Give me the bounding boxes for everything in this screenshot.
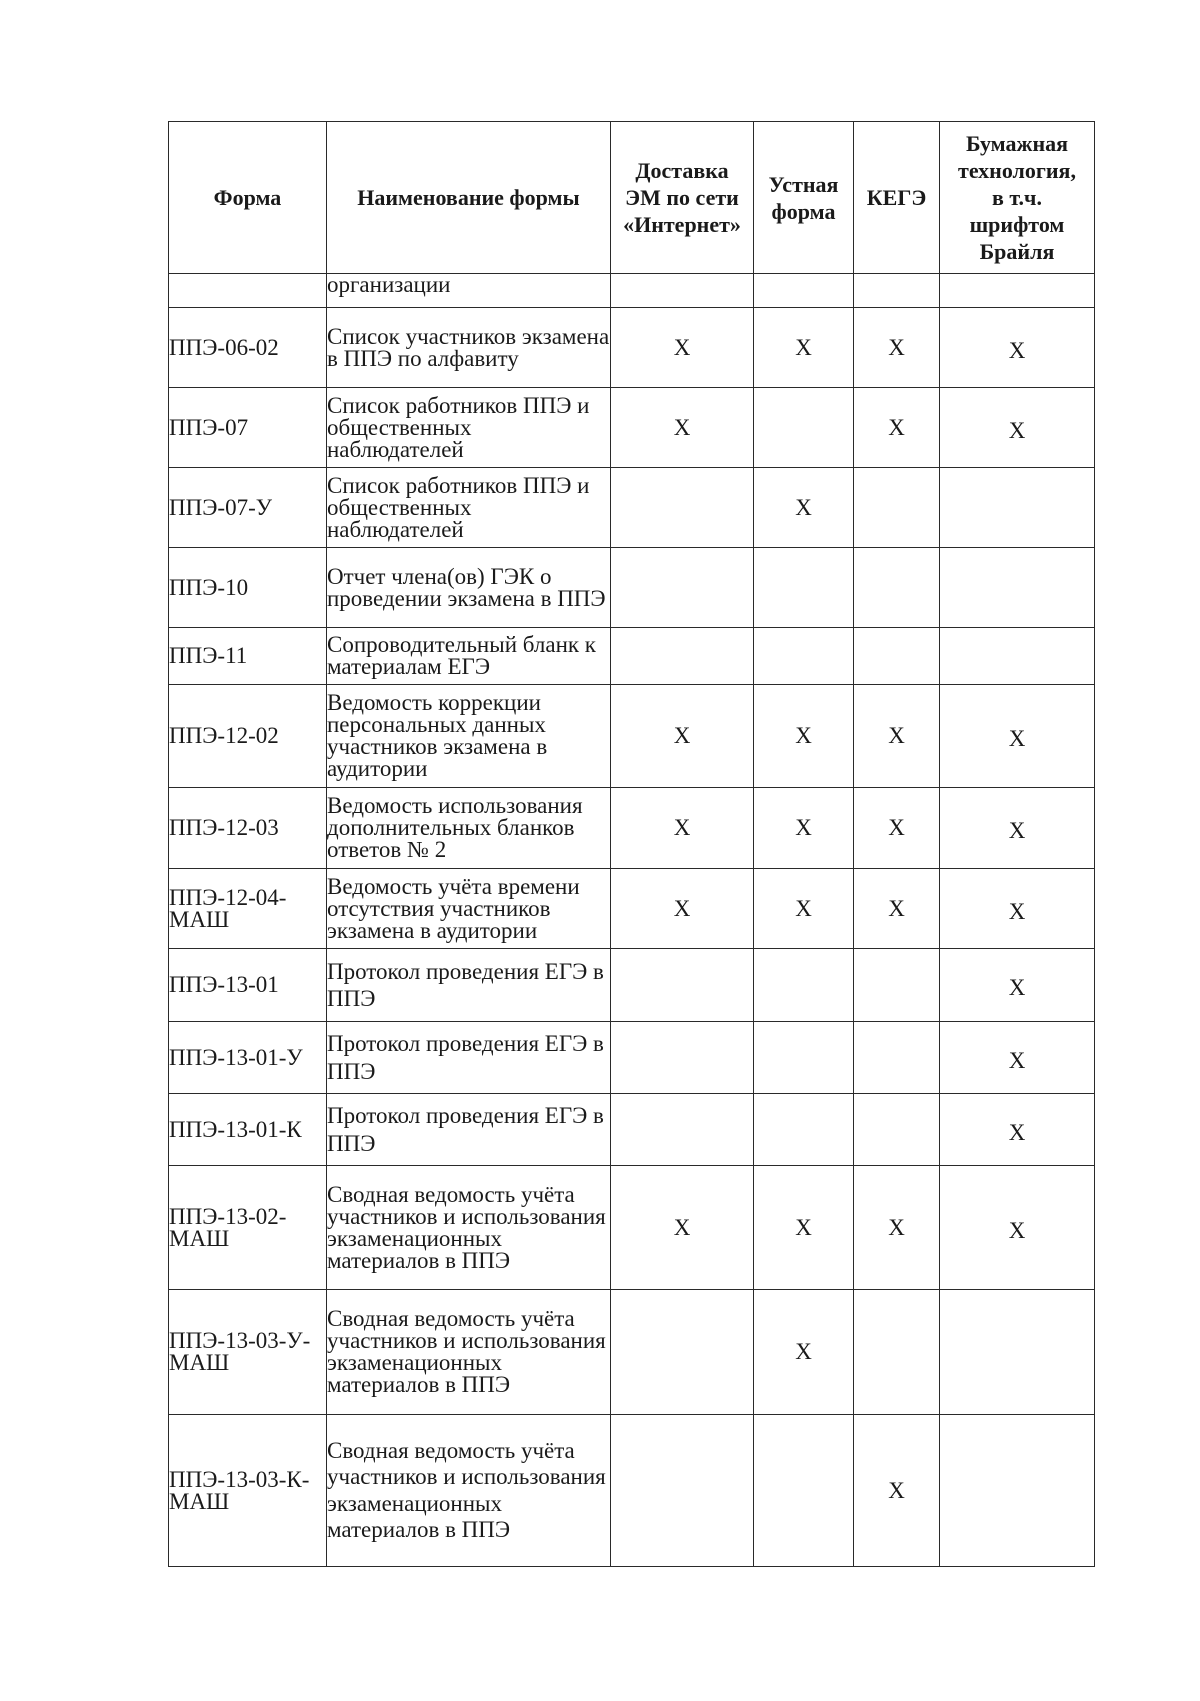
mark-cell-kege [854,274,940,308]
form-code-cell: ППЭ-10 [169,548,327,628]
header-oral-form-line: Устная [768,171,839,197]
mark-x: X [795,815,812,840]
table-row [169,1290,1095,1415]
mark-x: X [1008,726,1026,751]
form-code-cell: ППЭ-13-02-МАШ [169,1166,327,1290]
forms-table [168,121,1095,1567]
mark-x: X [888,1214,905,1240]
mark-x: X [673,414,691,440]
form-name-cell: Отчет члена(ов) ГЭК о проведении экзамена в ППЭ [327,548,611,628]
table-row [169,1166,1095,1290]
mark-cell-internet-delivery [611,548,754,628]
mark-cell-oral-form [754,1094,854,1166]
form-name-cell: Список работников ППЭ и общественных наблюдателей [327,468,611,548]
mark-cell-internet-delivery [611,628,754,685]
table-row [169,468,1095,548]
mark-cell-internet-delivery [611,1094,754,1166]
mark-x: X [1008,1217,1026,1243]
form-code-cell: ППЭ-13-03-У- МАШ [169,1290,327,1415]
form-name-cell: Протокол проведения ЕГЭ в ППЭ [327,1022,611,1094]
mark-cell-paper-technology [940,468,1095,548]
mark-cell-kege [854,308,940,388]
header-paper-technology-line: Брайля [979,239,1055,264]
mark-x: X [795,1339,812,1364]
mark-x: X [795,1214,812,1240]
mark-cell-kege [854,1415,940,1567]
mark-x: X [888,334,905,360]
mark-cell-internet-delivery [611,869,754,949]
mark-x: X [888,815,905,840]
form-name-cell: Сводная ведомость учёта участников и использования экзаменационных материалов в ППЭ [327,1290,611,1415]
table-row [169,548,1095,628]
header-internet-delivery [611,122,754,274]
form-code-cell: ППЭ-12-02 [169,685,327,788]
form-code-cell: ППЭ-12-04-МАШ [169,869,327,949]
mark-cell-paper-technology [940,548,1095,628]
mark-cell-kege [854,628,940,685]
header-paper-technology-line: Бумажная [965,131,1069,156]
table-row [169,869,1095,949]
mark-x: X [1008,1119,1026,1145]
mark-cell-internet-delivery [611,468,754,548]
header-internet-delivery-line: Доставка [635,158,729,183]
mark-x: X [888,414,905,440]
mark-x: X [888,723,905,748]
mark-cell-oral-form [754,869,854,949]
header-form: Форма [169,122,327,274]
form-code-cell: ППЭ-07 [169,388,327,468]
mark-cell-kege [854,949,940,1022]
table-row [169,628,1095,685]
form-code-cell: ППЭ-11 [169,628,327,685]
mark-cell-oral-form [754,788,854,869]
mark-cell-internet-delivery [611,788,754,869]
table-row [169,274,1095,308]
form-name-cell: Ведомость коррекции персональных данных участников экзамена в аудитории [327,685,611,788]
mark-cell-kege [854,685,940,788]
header-paper-technology-line: в т.ч. [992,185,1042,210]
mark-cell-kege [854,1094,940,1166]
header-internet-delivery-line: ЭМ по сети [625,185,739,210]
mark-x: X [673,1214,691,1240]
mark-cell-oral-form [754,274,854,308]
mark-cell-internet-delivery [611,685,754,788]
mark-cell-internet-delivery [611,308,754,388]
mark-cell-kege [854,1290,940,1415]
mark-x: X [673,723,691,748]
form-name-cell: Протокол проведения ЕГЭ в ППЭ [327,949,611,1022]
form-code-cell: ППЭ-13-01-К [169,1094,327,1166]
mark-x: X [1008,1047,1026,1073]
mark-cell-oral-form [754,628,854,685]
mark-x: X [1008,898,1026,924]
mark-cell-internet-delivery [611,1022,754,1094]
header-oral-form [754,122,854,274]
mark-cell-kege [854,548,940,628]
form-name-cell: Сводная ведомость учёта участников и использования экзаменационных материалов в ППЭ [327,1415,611,1567]
form-name-cell: Протокол проведения ЕГЭ в ППЭ [327,1094,611,1166]
mark-cell-paper-technology [940,788,1095,869]
mark-cell-internet-delivery [611,1290,754,1415]
mark-x: X [888,895,905,921]
table-row [169,1094,1095,1166]
form-code-cell: ППЭ-13-03-К- МАШ [169,1415,327,1567]
table-row [169,1415,1095,1567]
mark-cell-oral-form [754,308,854,388]
header-internet-delivery-line: «Интернет» [623,212,741,237]
mark-x: X [673,334,691,360]
header-paper-technology-line: технология, [958,158,1076,183]
mark-x: X [673,895,691,921]
form-code-cell: ППЭ-07-У [169,468,327,548]
mark-cell-paper-technology [940,685,1095,788]
mark-x: X [1008,417,1026,443]
mark-x: X [795,723,812,748]
mark-cell-paper-technology [940,949,1095,1022]
table-row [169,685,1095,788]
header-paper-technology [940,122,1095,274]
header-oral-form-line: форма [771,198,836,224]
header-paper-technology-line: шрифтом [969,212,1065,237]
form-name-cell: организации [327,274,611,308]
form-code-cell: ППЭ-13-01-У [169,1022,327,1094]
mark-cell-paper-technology [940,388,1095,468]
form-name-cell: Сводная ведомость учёта участников и использования экзаменационных материалов в ППЭ [327,1166,611,1290]
form-name-cell: Ведомость использования дополнительных бланков ответов № 2 [327,788,611,869]
mark-cell-oral-form [754,1022,854,1094]
table-body [169,274,1095,1567]
mark-cell-kege [854,788,940,869]
mark-cell-paper-technology [940,628,1095,685]
form-code-cell [169,274,327,308]
mark-cell-paper-technology [940,1094,1095,1166]
mark-cell-internet-delivery [611,949,754,1022]
form-name-cell: Сопроводительный бланк к материалам ЕГЭ [327,628,611,685]
mark-x: X [1008,337,1026,363]
form-code-cell: ППЭ-12-03 [169,788,327,869]
table-row [169,788,1095,869]
form-code-cell: ППЭ-06-02 [169,308,327,388]
mark-cell-oral-form [754,1166,854,1290]
mark-x: X [795,334,812,360]
table-row [169,388,1095,468]
mark-cell-internet-delivery [611,1415,754,1567]
mark-cell-kege [854,1166,940,1290]
mark-cell-oral-form [754,548,854,628]
mark-cell-oral-form [754,1290,854,1415]
mark-cell-kege [854,468,940,548]
mark-cell-kege [854,388,940,468]
mark-cell-paper-technology [940,869,1095,949]
mark-cell-oral-form [754,388,854,468]
mark-x: X [1008,975,1026,1000]
mark-cell-internet-delivery [611,1166,754,1290]
mark-cell-oral-form [754,685,854,788]
mark-cell-oral-form [754,1415,854,1567]
form-code-cell: ППЭ-13-01 [169,949,327,1022]
mark-cell-paper-technology [940,308,1095,388]
mark-x: X [1008,818,1026,843]
header-kege: КЕГЭ [854,122,940,274]
mark-cell-oral-form [754,468,854,548]
form-name-cell: Список участников экзамена в ППЭ по алфавиту [327,308,611,388]
mark-cell-internet-delivery [611,388,754,468]
mark-cell-paper-technology [940,1022,1095,1094]
mark-cell-paper-technology [940,274,1095,308]
mark-cell-kege [854,1022,940,1094]
header-form-name: Наименование формы [327,122,611,274]
mark-cell-paper-technology [940,1415,1095,1567]
mark-x: X [795,895,812,921]
mark-cell-kege [854,869,940,949]
mark-cell-paper-technology [940,1290,1095,1415]
table-row [169,1022,1095,1094]
mark-x: X [888,1477,905,1503]
form-name-cell: Список работников ППЭ и общественных наблюдателей [327,388,611,468]
mark-cell-paper-technology [940,1166,1095,1290]
mark-x: X [673,815,691,840]
table-row [169,308,1095,388]
mark-cell-oral-form [754,949,854,1022]
table-row [169,949,1095,1022]
form-name-cell: Ведомость учёта времени отсутствия участников экзамена в аудитории [327,869,611,949]
mark-x: X [795,494,812,520]
mark-cell-internet-delivery [611,274,754,308]
table-header-row [169,122,1095,274]
